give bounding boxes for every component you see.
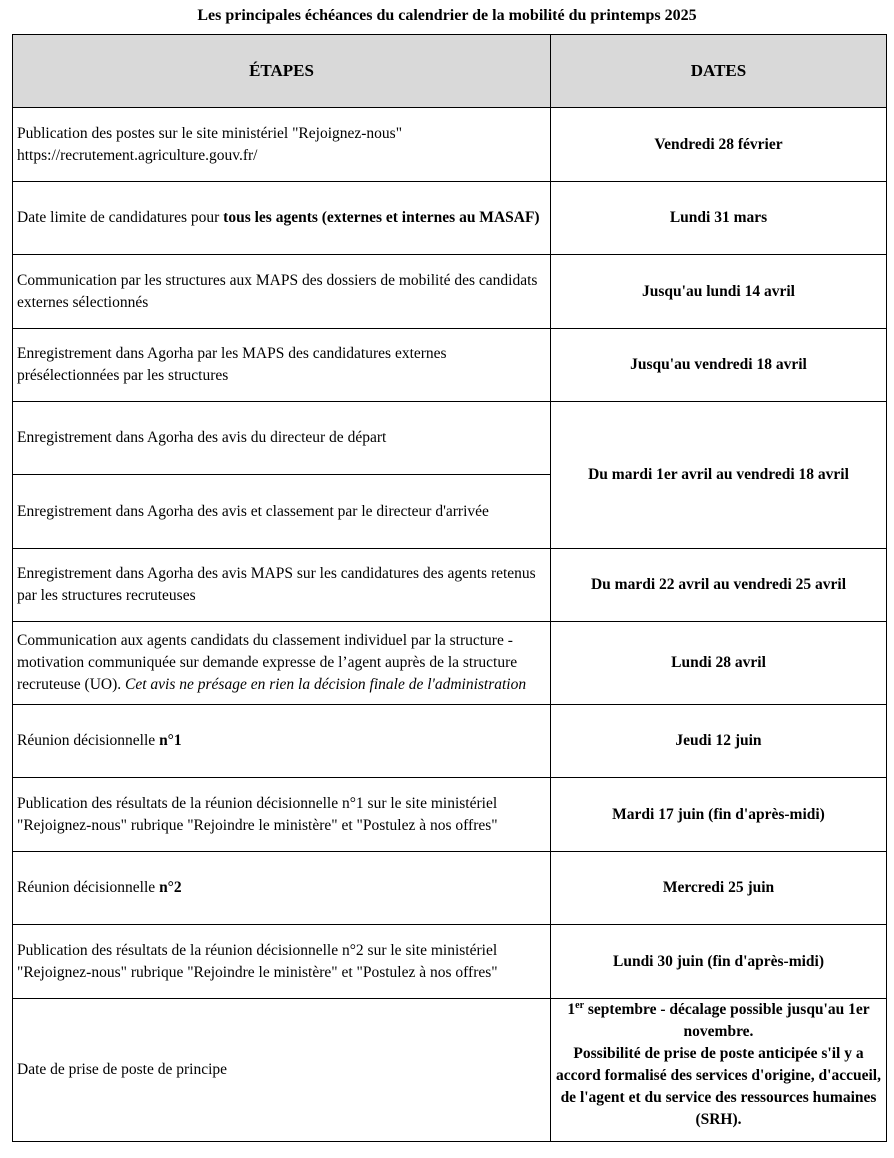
step-cell [13, 705, 551, 778]
step-cell: Publication des résultats de la réunion décisionnelle n°2 sur le site ministériel "Rejoignez-nous" rubrique "Rejoindre le ministère" et "Postulez à nos offres" [13, 925, 551, 999]
date-day: 1 [567, 1001, 576, 1018]
table-row [13, 852, 887, 925]
step-emphasis: tous les agents (externes et internes au MASAF) [223, 209, 540, 226]
date-cell: Mercredi 25 juin [551, 852, 887, 925]
step-cell: Publication des résultats de la réunion décisionnelle n°1 sur le site ministériel "Rejoignez-nous" rubrique "Rejoindre le ministère" et "Postulez à nos offres" [13, 778, 551, 852]
step-cell: Enregistrement dans Agorha des avis MAPS sur les candidatures des agents retenus par les structures recruteuses [13, 549, 551, 622]
table-header-row [13, 35, 887, 108]
header-steps: ÉTAPES [13, 35, 551, 108]
table-row [13, 329, 887, 402]
date-cell: Jusqu'au vendredi 18 avril [551, 329, 887, 402]
date-cell [551, 999, 887, 1142]
step-note: Cet avis ne présage en rien la décision finale de l'administration [125, 676, 527, 693]
table-row [13, 402, 887, 475]
step-cell: Enregistrement dans Agorha des avis et classement par le directeur d'arrivée [13, 475, 551, 549]
table-row [13, 622, 887, 705]
date-cell-merged: Du mardi 1er avril au vendredi 18 avril [551, 402, 887, 549]
step-cell: Enregistrement dans Agorha par les MAPS des candidatures externes présélectionnées par les structures [13, 329, 551, 402]
date-note: Possibilité de prise de poste anticipée s'il y a accord formalisé des services d'origine, d'accueil, de l'agent et du service des ressources humaines (SRH). [555, 1045, 881, 1128]
date-cell: Jusqu'au lundi 14 avril [551, 255, 887, 329]
table-row [13, 549, 887, 622]
step-text: Publication des postes sur le site ministériel "Rejoignez-nous" [17, 124, 403, 142]
date-cell: Lundi 28 avril [551, 622, 887, 705]
date-cell: Jeudi 12 juin [551, 705, 887, 778]
step-cell [13, 182, 551, 255]
date-cell: Lundi 30 juin (fin d'après-midi) [551, 925, 887, 999]
date-cell: Vendredi 28 février [551, 108, 887, 182]
step-url: https://recrutement.agriculture.gouv.fr/ [17, 146, 258, 164]
step-cell: Communication par les structures aux MAPS des dossiers de mobilité des candidats externes sélectionnés [13, 255, 551, 329]
step-cell [13, 622, 551, 705]
date-cell: Mardi 17 juin (fin d'après-midi) [551, 778, 887, 852]
table-row [13, 925, 887, 999]
step-cell [13, 852, 551, 925]
document-title: Les principales échéances du calendrier de la mobilité du printemps 2025 [197, 7, 697, 24]
step-text: Date limite de candidatures pour [17, 209, 224, 226]
table-row [13, 778, 887, 852]
table-row [13, 705, 887, 778]
date-text: septembre - décalage possible jusqu'au 1er novembre. [584, 1001, 870, 1040]
calendar-table [12, 34, 887, 1142]
date-ordinal: er [575, 999, 585, 1011]
date-cell: Lundi 31 mars [551, 182, 887, 255]
table-row [13, 999, 887, 1142]
step-text: Réunion décisionnelle [17, 732, 160, 749]
table-row [13, 255, 887, 329]
step-cell: Enregistrement dans Agorha des avis du directeur de départ [13, 402, 551, 475]
table-row [13, 182, 887, 255]
step-cell: Date de prise de poste de principe [13, 999, 551, 1142]
step-cell [13, 108, 551, 182]
date-cell: Du mardi 22 avril au vendredi 25 avril [551, 549, 887, 622]
step-text: Réunion décisionnelle [17, 879, 160, 896]
step-emphasis: n°1 [159, 732, 182, 749]
step-text: Communication aux agents candidats du classement individuel par la structure - motivation communiquée sur demande expresse de l’agent auprès de la structure recruteuse (UO). [17, 632, 518, 693]
table-row [13, 108, 887, 182]
step-emphasis: n°2 [159, 879, 182, 896]
header-dates: DATES [551, 35, 887, 108]
